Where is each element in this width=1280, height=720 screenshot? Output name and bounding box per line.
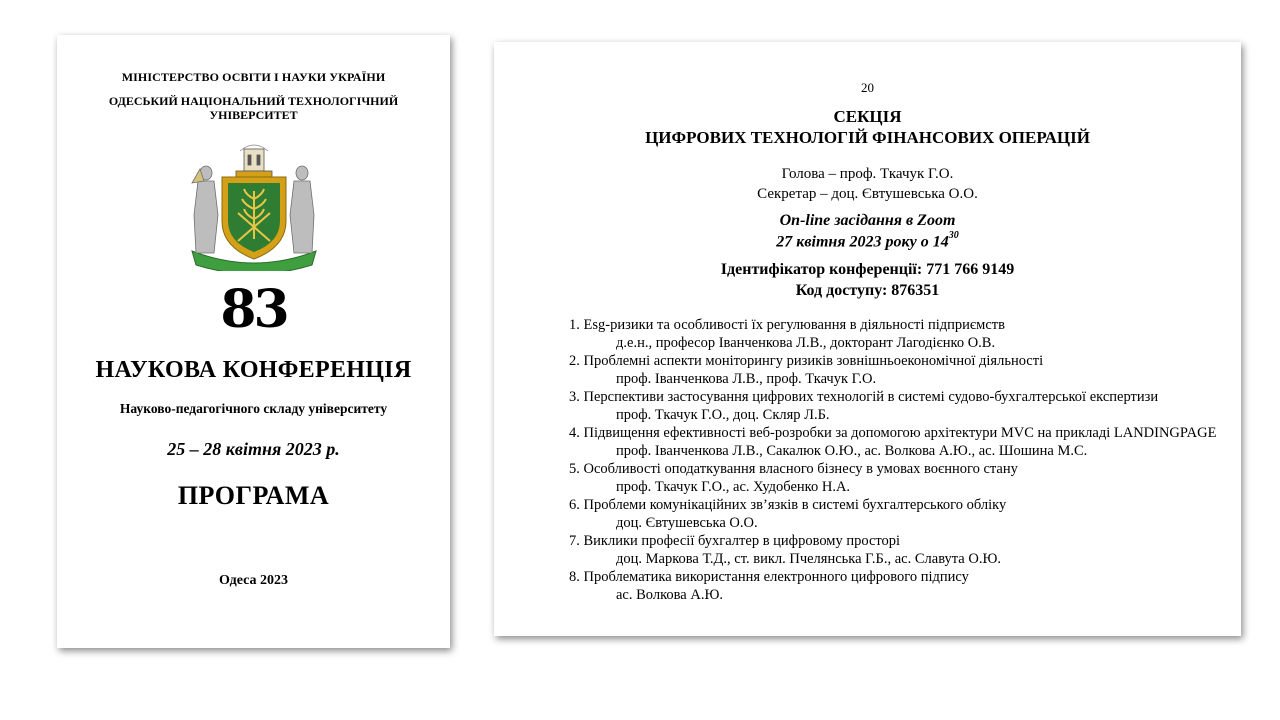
list-item [569, 424, 1229, 460]
meeting-date [494, 232, 1241, 251]
list-item [569, 460, 1229, 496]
talk-authors: доц. Євтушевська О.О. [616, 515, 758, 531]
list-item [569, 496, 1229, 532]
conference-number: 83 [220, 279, 287, 340]
meeting-date-minutes: 30 [948, 230, 959, 241]
talk-title: 7. Виклики професії бухгалтер в цифровому просторі [569, 533, 901, 549]
conference-id: Ідентифікатор конференції: 771 766 9149 [720, 261, 1015, 278]
section-title: ЦИФРОВИХ ТЕХНОЛОГІЙ ФІНАНСОВИХ ОПЕРАЦІЙ [645, 128, 1090, 147]
talk-title: 6. Проблеми комунікаційних зв’язків в системі бухгалтерського обліку [569, 497, 1007, 513]
conference-subtitle: Науково-педагогічного складу університету [119, 401, 388, 416]
list-item [569, 316, 1229, 352]
university-name [57, 94, 450, 122]
university-name-line2: УНІВЕРСИТЕТ [209, 108, 298, 122]
talk-title: 2. Проблемні аспекти моніторингу ризиків зовнішньоекономічної діяльності [569, 353, 1044, 369]
meeting-date-main: 27 квітня 2023 року о 14 [776, 233, 949, 251]
talk-authors: д.е.н., професор Іванченкова Л.В., докторант Лагодієнко О.В. [616, 335, 996, 351]
access-code: Код доступу: 876351 [795, 282, 940, 299]
talk-title: 8. Проблематика використання електронного цифрового підпису [569, 569, 969, 585]
talk-title: 4. Підвищення ефективності веб-розробки за допомогою архітектури MVC на прикладі LANDINGPAGE [569, 425, 1217, 441]
talk-title: 1. Esg-ризики та особливості їх регулювання в діяльності підприємств [569, 317, 1005, 333]
conference-dates: 25 – 28 квітня 2023 р. [167, 439, 340, 459]
talk-title: 5. Особливості оподаткування власного бізнесу в умовах воєнного стану [569, 461, 1018, 477]
university-emblem [57, 143, 450, 276]
program-page [494, 42, 1241, 636]
talk-authors: проф. Іванченкова Л.В., Сакалюк О.Ю., ас. Волкова А.Ю., ас. Шошина М.С. [616, 443, 1088, 459]
talk-authors: проф. Іванченкова Л.В., проф. Ткачук Г.О. [616, 371, 877, 387]
city-year: Одеса 2023 [218, 573, 289, 588]
page-number: 20 [861, 80, 874, 95]
section-label: СЕКЦІЯ [833, 107, 902, 126]
list-item [569, 568, 1229, 604]
section-secretary: Секретар – доц. Євтушевська О.О. [757, 186, 978, 202]
program-title: ПРОГРАМА [177, 481, 330, 510]
talk-authors: ас. Волкова А.Ю. [616, 587, 723, 603]
list-item [569, 352, 1229, 388]
cover-page [57, 35, 450, 648]
list-item [569, 532, 1229, 568]
list-item [569, 388, 1229, 424]
talk-authors: проф. Ткачук Г.О., ас. Худобенко Н.А. [616, 479, 851, 495]
ministry-title: МІНІСТЕРСТВО ОСВІТИ І НАУКИ УКРАЇНИ [121, 70, 386, 84]
section-head: Голова – проф. Ткачук Г.О. [781, 166, 954, 182]
talks-list [569, 316, 1229, 604]
online-meeting-label: On-line засідання в Zoom [779, 212, 956, 229]
university-name-line1: ОДЕСЬКИЙ НАЦІОНАЛЬНИЙ ТЕХНОЛОГІЧНИЙ [108, 94, 399, 108]
conference-title: НАУКОВА КОНФЕРЕНЦІЯ [95, 357, 412, 383]
talk-authors: доц. Маркова Т.Д., ст. викл. Пчелянська Г.Б., ас. Славута О.Ю. [616, 551, 1001, 567]
talk-authors: проф. Ткачук Г.О., доц. Скляр Л.Б. [616, 407, 830, 423]
talk-title: 3. Перспективи застосування цифрових технологій в системі судово-бухгалтерської експертизи [569, 389, 1159, 405]
coat-of-arms-icon [184, 143, 324, 271]
